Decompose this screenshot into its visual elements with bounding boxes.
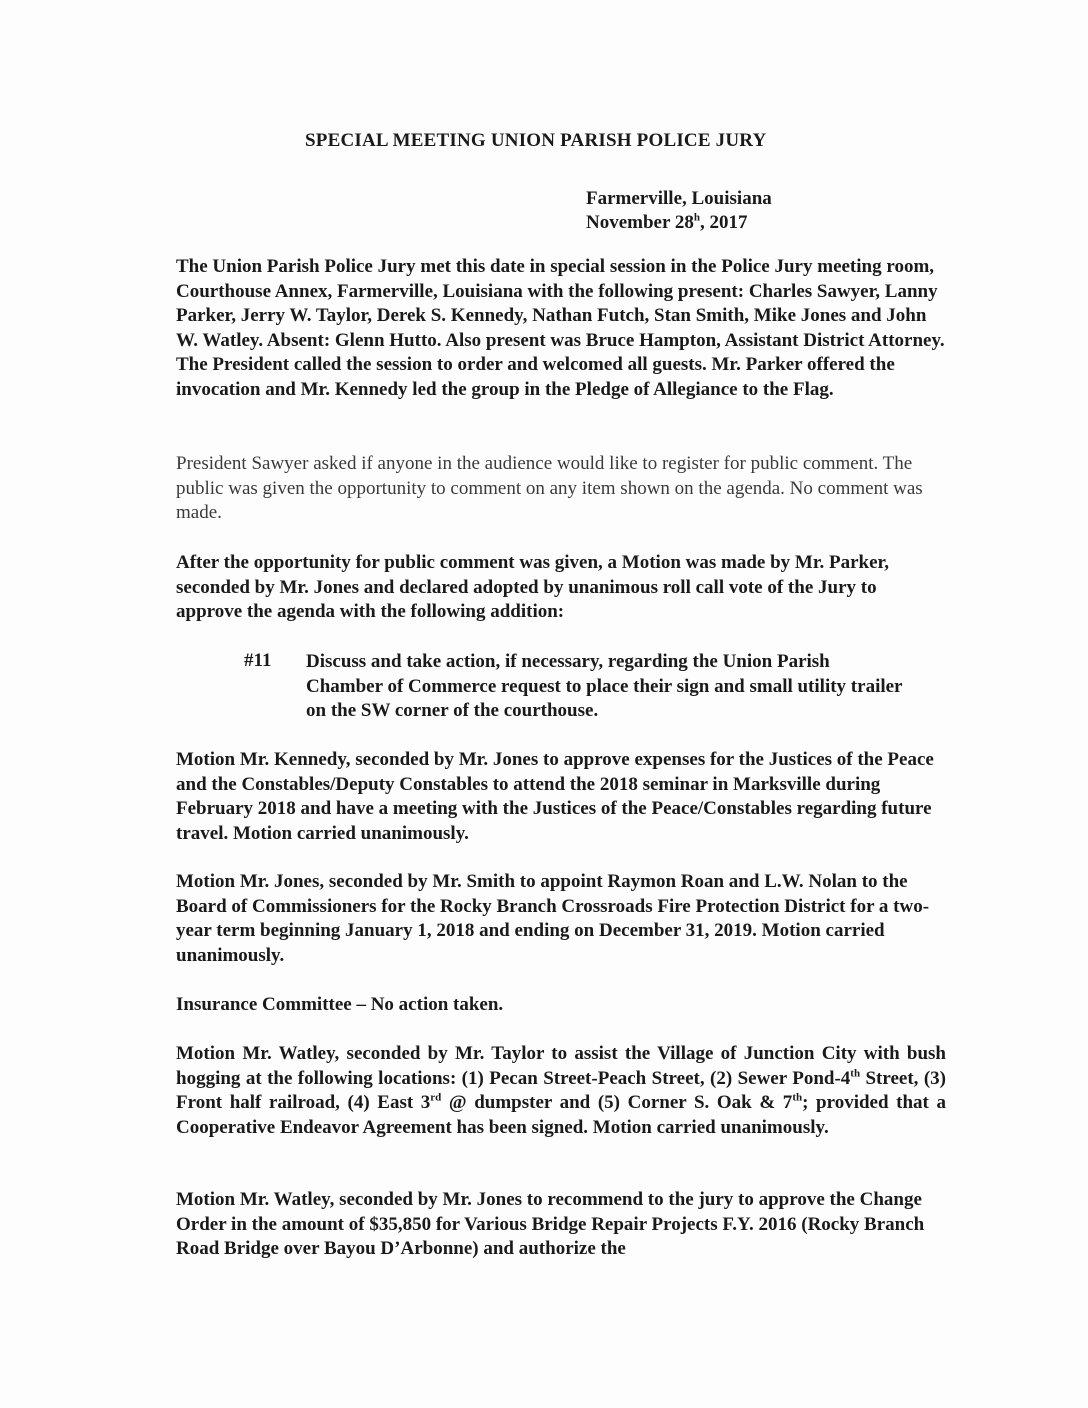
bush-hogging-text-d: ; provided that a Cooperative Endeavor Agreement has been signed. Motion carried unanimously. — [176, 1092, 946, 1138]
attendance-paragraph: The Union Parish Police Jury met this date in special session in the Police Jury meeting room, Courthouse Annex, Farmerville, Louisiana with the following present: Charles Sawyer, Lanny Parker, Jerry W. Taylor, Derek S. Kennedy, Nathan Futch, Stan Smith, Mike Jones and John W. Watley. Absent: Glenn Hutto. Also present was Bruce Hampton, Assistant District Attorney. The President called the session to order and welcomed all guests. Mr. Parker offered the invocation and Mr. Kennedy led the group in the Pledge of Allegiance to the Flag. — [176, 256, 945, 400]
superscript-th-2: th — [792, 1091, 803, 1104]
agenda-item-number: #11 — [244, 650, 272, 671]
insurance-committee-paragraph: Insurance Committee – No action taken. — [176, 994, 504, 1015]
bush-hogging-text-a: Motion Mr. Watley, seconded by Mr. Taylor to assist the Village of Junction City with bush hogging at the following locations: (1) Pecan Street-Peach Street, (2) Sewer Pond-4 — [176, 1043, 946, 1089]
superscript-th-1: th — [850, 1067, 861, 1080]
place-date-block — [586, 187, 772, 235]
justices-motion-paragraph: Motion Mr. Kennedy, seconded by Mr. Jones to approve expenses for the Justices of the Peace and the Constables/Deputy Constables to attend the 2018 seminar in Marksville during February 2018 and have a meeting with the Justices of the Peace/Constables regarding future travel. Motion carried unanimously. — [176, 749, 934, 844]
date-year: , 2017 — [699, 212, 748, 233]
agenda-item-text: Discuss and take action, if necessary, regarding the Union Parish Chamber of Commerce request to place their sign and small utility trailer on the SW corner of the courthouse. — [306, 651, 903, 721]
document-title: SPECIAL MEETING UNION PARISH POLICE JURY — [305, 130, 767, 151]
change-order-motion-paragraph: Motion Mr. Watley, seconded by Mr. Jones to recommend to the jury to approve the Change Order in the amount of $35,850 for Various Bridge Repair Projects F.Y. 2016 (Rocky Branch Road Bridge over Bayou D’Arbonne) and authorize the — [176, 1189, 925, 1259]
meeting-date — [586, 211, 772, 235]
meeting-place: Farmerville, Louisiana — [586, 188, 772, 209]
fire-district-motion-paragraph: Motion Mr. Jones, seconded by Mr. Smith to appoint Raymon Roan and L.W. Nolan to the Board of Commissioners for the Rocky Branch Crossroads Fire Protection District for a two-year term beginning January 1, 2018 and ending on December 31, 2019. Motion carried unanimously. — [176, 871, 930, 966]
date-superscript: h — [693, 211, 700, 224]
bush-hogging-text-c: @ dumpster and (5) Corner S. Oak & 7 — [441, 1092, 793, 1113]
superscript-rd: rd — [430, 1091, 442, 1104]
bush-hogging-motion-paragraph — [176, 1042, 946, 1140]
public-comment-paragraph: President Sawyer asked if anyone in the audience would like to register for public comment. The public was given the opportunity to comment on any item shown on the agenda. No comment was made. — [176, 453, 923, 523]
bush-hogging-text-b: Street, (3) Front half railroad, (4) East 3 — [176, 1067, 946, 1113]
date-month-day: November 28 — [586, 212, 694, 233]
agenda-motion-paragraph: After the opportunity for public comment was given, a Motion was made by Mr. Parker, seconded by Mr. Jones and declared adopted by unanimous roll call vote of the Jury to approve the agenda with the following addition: — [176, 552, 889, 622]
